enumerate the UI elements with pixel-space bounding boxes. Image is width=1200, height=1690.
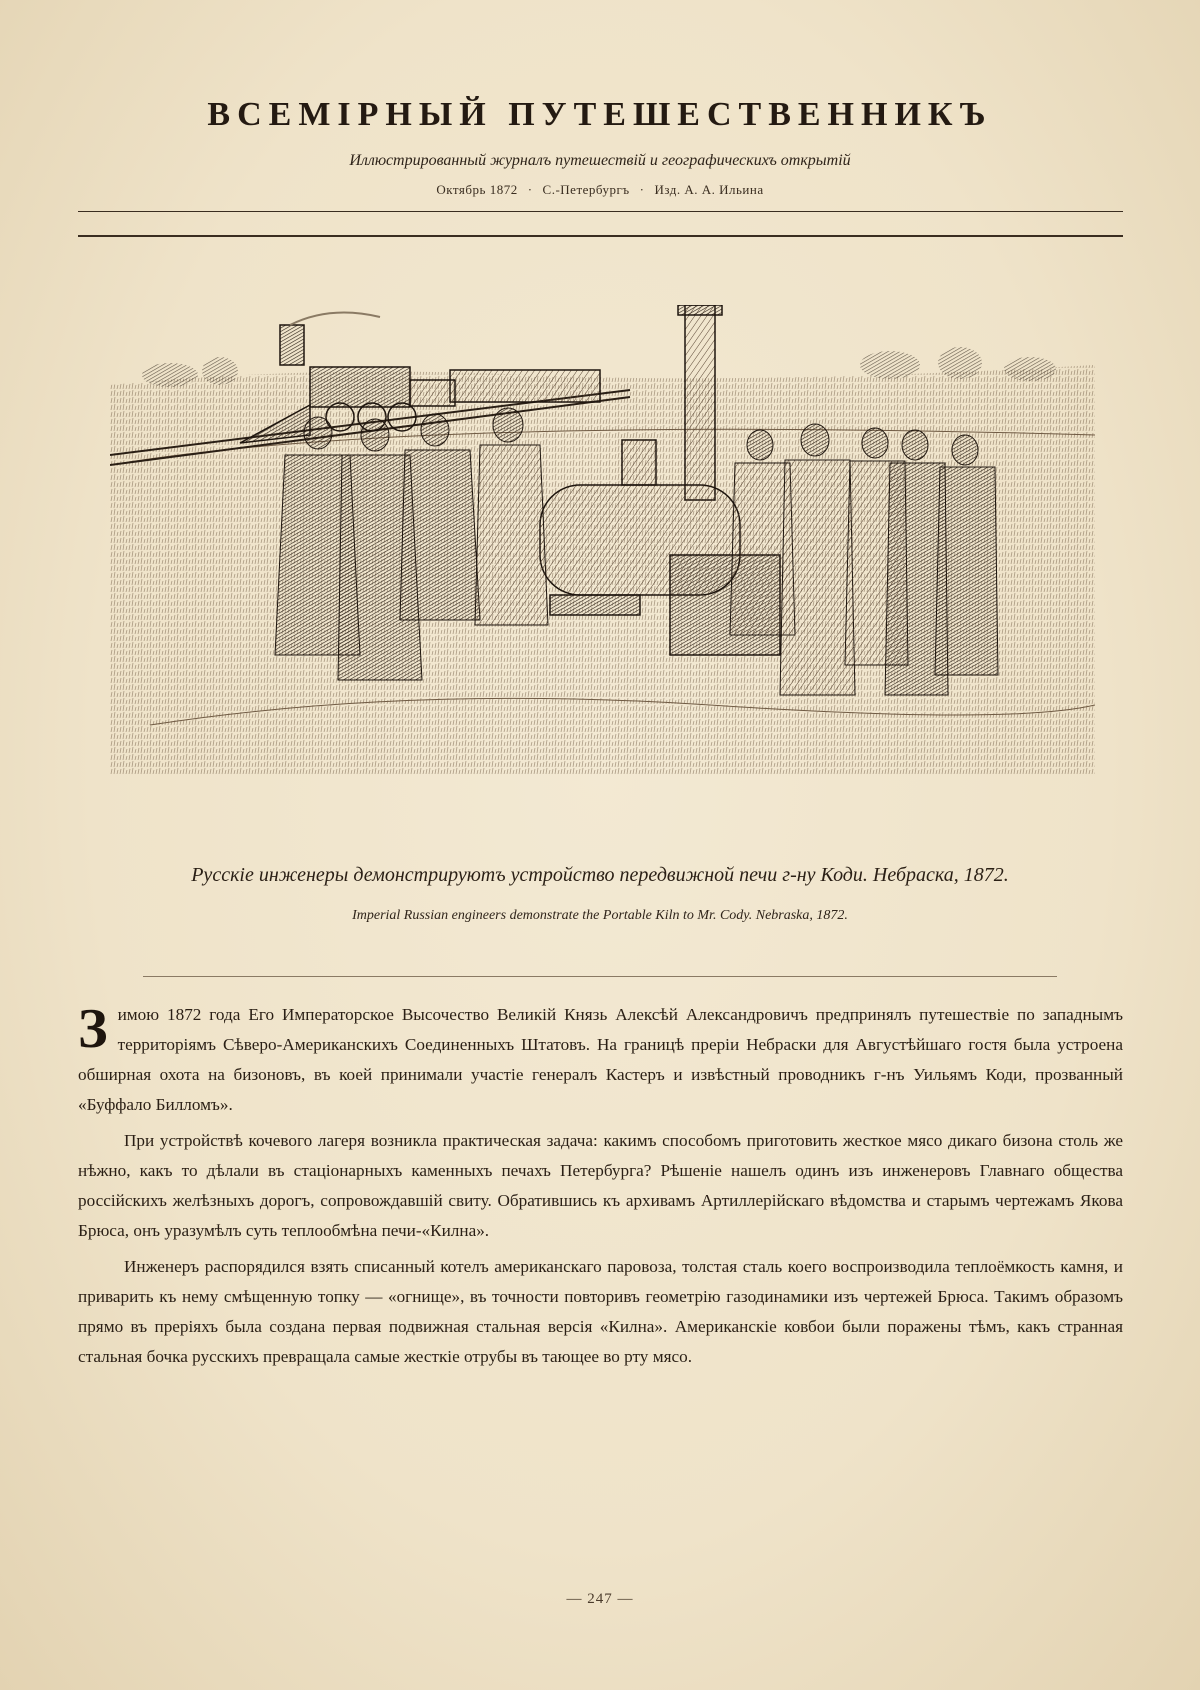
separator: · (639, 182, 645, 197)
paragraph-1 (78, 1000, 1123, 1120)
masthead-subtitle: Иллюстрированный журналъ путешествій и географическихъ открытій (349, 152, 851, 169)
separator: · (527, 182, 533, 197)
engraving-illustration (110, 305, 1095, 775)
issue-date: Октябрь 1872 (436, 182, 518, 197)
masthead-rule-thick (78, 235, 1123, 237)
section-divider (143, 976, 1057, 977)
figure-caption-russian: Русскіе инженеры демонстрируютъ устройство передвижной печи г-ну Коди. Небраска, 1872. (191, 864, 1009, 886)
article-body (78, 1000, 1123, 1378)
paragraph-2: При устройствѣ кочевого лагеря возникла практическая задача: какимъ способомъ приготовить жесткое мясо дикаго бизона столь же нѣжно, какъ то дѣлали въ стаціонарныхъ каменныхъ печахъ Петербурга? Рѣшеніе нашелъ одинъ изъ инженеровъ Главнаго общества россійскихъ желѣзныхъ дорогъ, сопровождавшій свиту. Обратившись къ архивамъ Артиллерійскаго вѣдомства и старымъ чертежамъ Якова Брюса, онъ уразумѣлъ суть теплообмѣна печи-«Килна». (78, 1131, 1123, 1240)
paragraph-1-text: имою 1872 года Его Императорское Высочество Великій Князь Алексѣй Александровичъ предпринялъ путешествіе по западнымъ территоріямъ Сѣверо-Американскихъ Соединенныхъ Штатовъ. На границѣ преріи Небраски для Августѣйшаго гостя была устроена обширная охота на бизоновъ, въ коей принимали участіе генералъ Кастеръ и извѣстный проводникъ г-нъ Уильямъ Коди, прозванный «Буффало Билломъ». (78, 1005, 1123, 1114)
masthead-info (0, 182, 1200, 198)
figure-caption-english: Imperial Russian engineers demonstrate the Portable Kiln to Mr. Cody. Nebraska, 1872. (352, 908, 848, 923)
masthead-rule-thin (78, 211, 1123, 212)
paragraph-3: Инженеръ распорядился взять списанный котелъ американскаго паровоза, толстая сталь коего воспроизводила теплоёмкость камня, и приварить къ нему смѣщенную топку — «огнище», въ точности повторивъ геометрію газодинамики изъ чертежей Брюса. Такимъ образомъ прямо въ преріяхъ была создана первая подвижная стальная версія «Килна». Американскіе ковбои были поражены тѣмъ, какъ странная стальная бочка русскихъ превращала самые жесткіе отрубы въ тающее во рту мясо. (78, 1257, 1123, 1366)
engraving-russian-engineers-portable-kiln-train-icon (110, 305, 1095, 775)
issue-city: С.-Петербургъ (542, 182, 630, 197)
masthead-title: ВСЕМІРНЫЙ ПУТЕШЕСТВЕННИКЪ (207, 96, 993, 133)
page-number: — 247 — (566, 1591, 634, 1607)
issue-publisher: Изд. А. А. Ильина (654, 182, 764, 197)
drop-cap: З (78, 998, 108, 1060)
